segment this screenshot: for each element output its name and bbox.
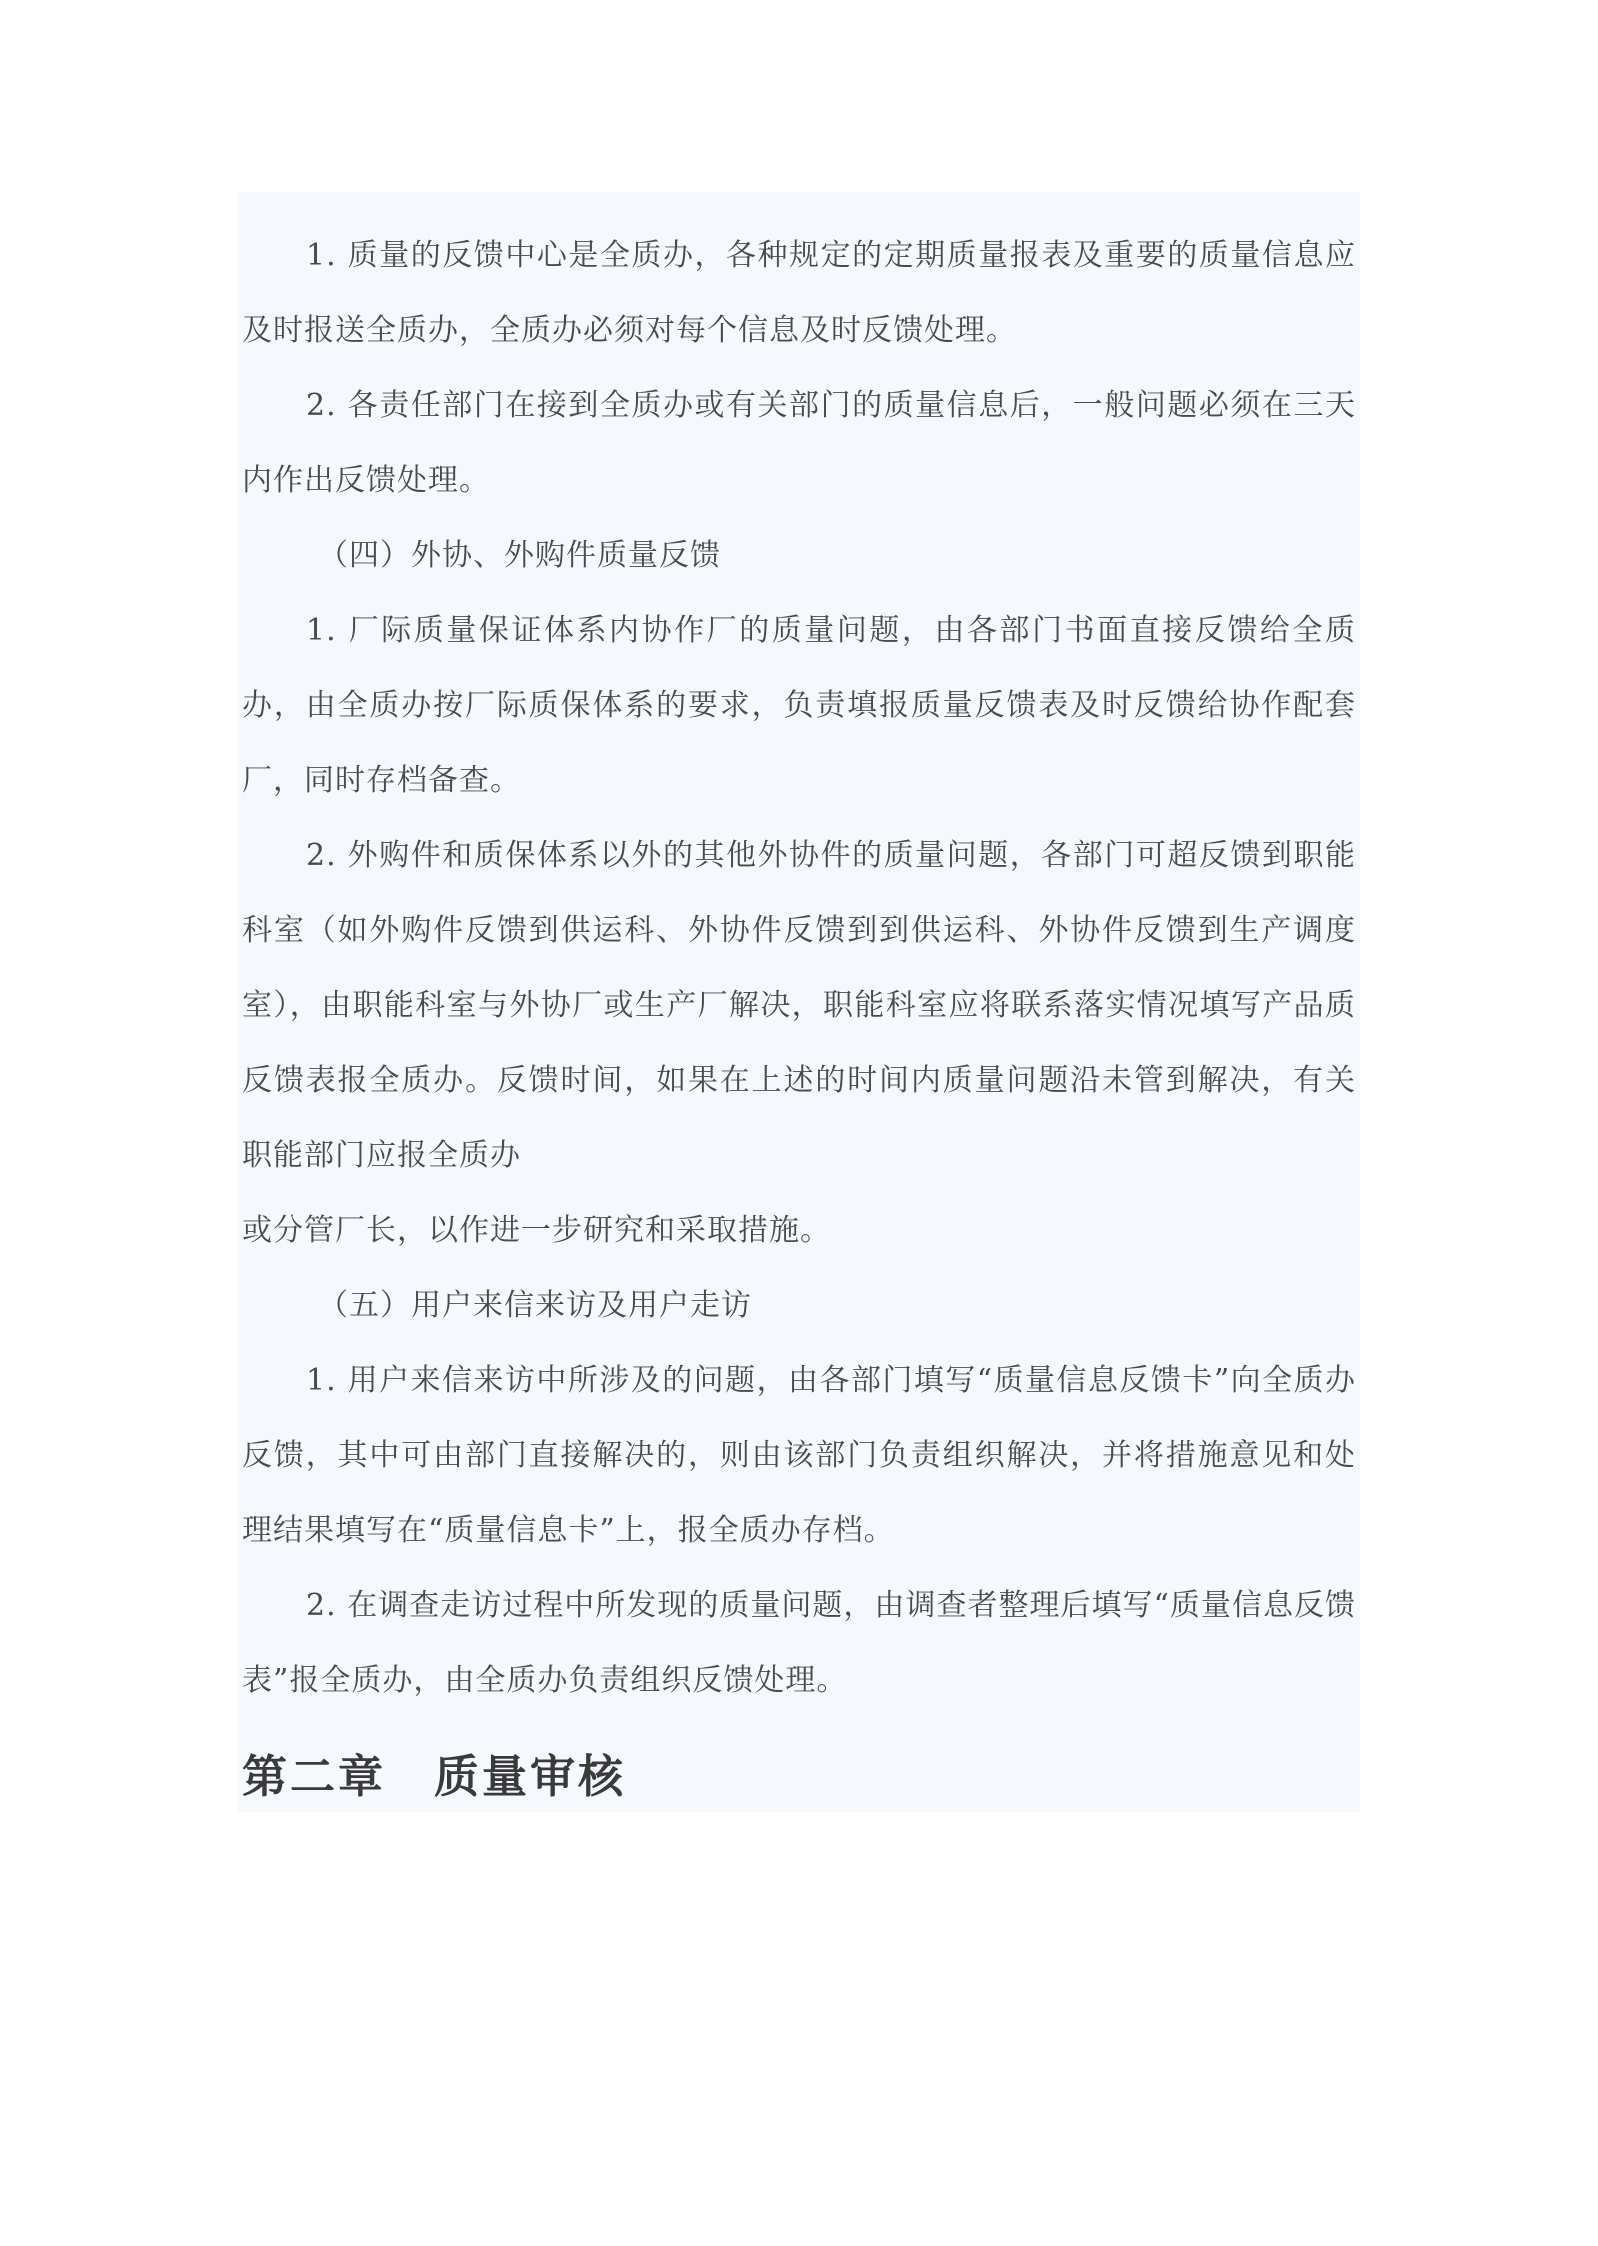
paragraph-responsible-departments: 2. 各责任部门在接到全质办或有关部门的质量信息后，一般问题必须在三天内作出反馈处理。 <box>242 388 1356 498</box>
document-body <box>238 192 1360 1718</box>
section-heading-outsourced-parts: （四）外协、外购件质量反馈 <box>318 538 721 573</box>
document-content <box>238 192 1360 1812</box>
chapter-title: 第二章 质量审核 <box>242 1750 627 1803</box>
section-heading-user-feedback: （五）用户来信来访及用户走访 <box>318 1288 752 1323</box>
paragraph-survey-issues: 2. 在调查走访过程中所发现的质量问题，由调查者整理后填写“质量信息反馈表”报全质办，由全质办负责组织反馈处理。 <box>242 1588 1356 1698</box>
paragraph-escalation: 或分管厂长，以作进一步研究和采取措施。 <box>242 1213 831 1248</box>
paragraph-feedback-center: 1. 质量的反馈中心是全质办，各种规定的定期质量报表及重要的质量信息应及时报送全质办，全质办必须对每个信息及时反馈处理。 <box>242 238 1356 348</box>
paragraph-partner-factory-issues: 1. 厂际质量保证体系内协作厂的质量问题，由各部门书面直接反馈给全质办，由全质办按厂际质保体系的要求，负责填报质量反馈表及时反馈给协作配套厂，同时存档备查。 <box>242 613 1356 798</box>
paragraph-user-letters-visits: 1. 用户来信来访中所涉及的问题，由各部门填写“质量信息反馈卡”向全质办反馈，其中可由部门直接解决的，则由该部门负责组织解决，并将措施意见和处理结果填写在“质量信息卡”上，报全质办存档。 <box>242 1363 1356 1548</box>
paragraph-purchased-parts-issues: 2. 外购件和质保体系以外的其他外协件的质量问题，各部门可超反馈到职能科室（如外购件反馈到供运科、外协件反馈到到供运科、外协件反馈到生产调度室），由职能科室与外协厂或生产厂解决，职能科室应将联系落实情况填写产品质反馈表报全质办。反馈时间，如果在上述的时间内质量问题沿未管到解决，有关职能部门应报全质办 <box>242 838 1356 1173</box>
